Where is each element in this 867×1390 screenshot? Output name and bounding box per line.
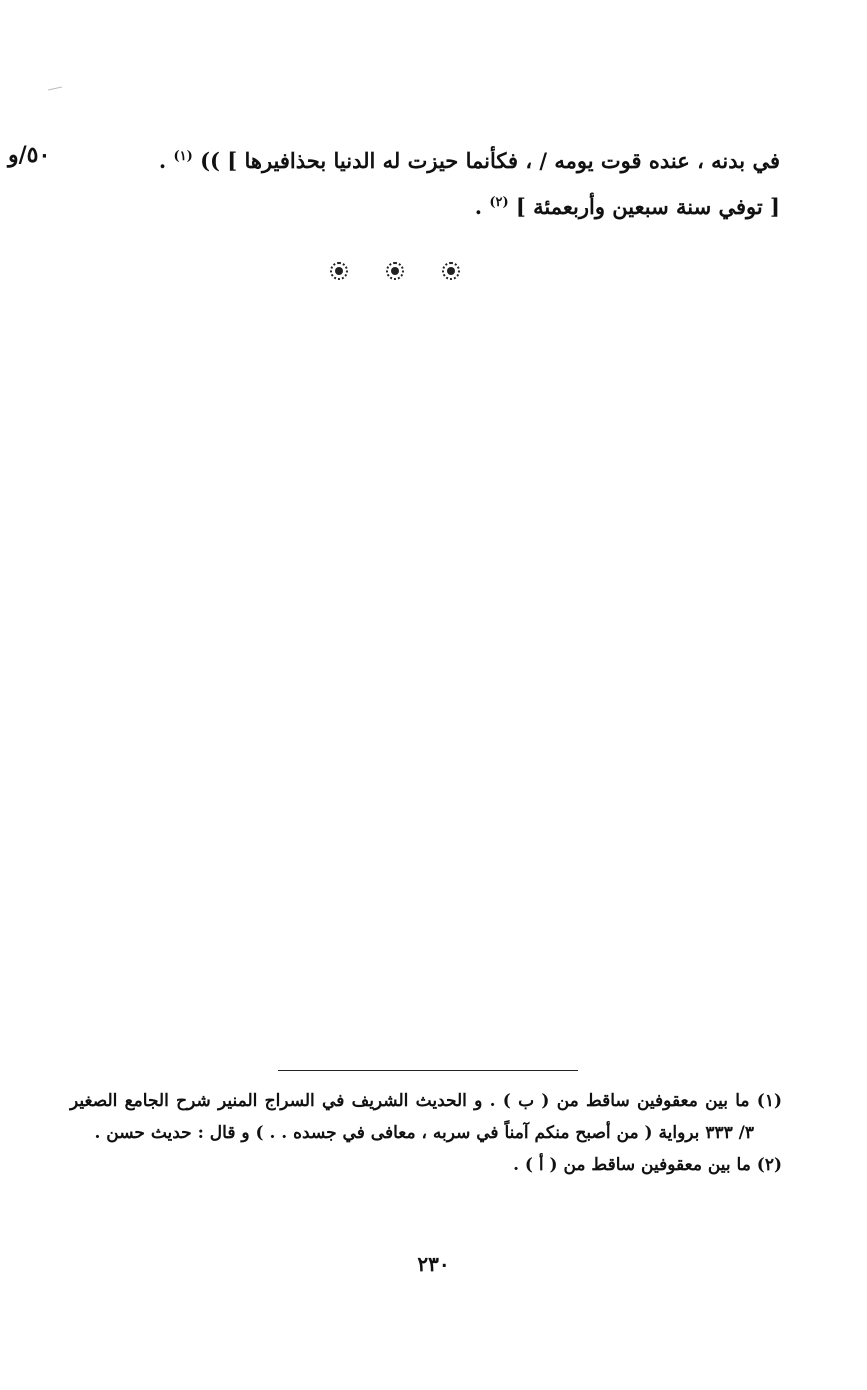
footnote-1-line-2: ٣/ ٣٣٣ برواية ( من أصبح منكم آمناً في سربه ، معافى في جسده . . ) و قال : حديث حسن .: [94, 1123, 754, 1143]
body-text: [150, 138, 780, 230]
body-line-2-text: [ توفي سنة سبعين وأربعمئة ]: [515, 194, 780, 219]
flower-ornament-icon: [330, 262, 348, 280]
manuscript-folio-marker: ٥٠/و: [8, 142, 51, 168]
body-line-2: [150, 184, 780, 230]
footnote-2-line-1: (٢) ما بين معقوفين ساقط من ( أ ) .: [513, 1155, 782, 1175]
flower-ornament-icon: [442, 262, 460, 280]
footnote-1-line-1: (١) ما بين معقوفين ساقط من ( ب ) . و الحديث الشريف في السراج المنير شرح الجامع الصغير: [70, 1091, 782, 1111]
section-divider-ornaments: [330, 262, 460, 280]
flower-ornament-icon: [386, 262, 404, 280]
footnotes: [70, 1085, 782, 1181]
footnote-ref-2[interactable]: (٢): [489, 195, 509, 210]
body-line-1-end: .: [158, 148, 167, 173]
page-number: ٢٣٠: [417, 1252, 450, 1276]
footnote-separator: [278, 1070, 578, 1071]
scan-speck: [48, 87, 62, 91]
body-line-1: [150, 138, 780, 184]
body-line-1-text: في بدنه ، عنده قوت يومه / ، فكأنما حيزت له الدنيا بحذافيرها ] )): [200, 148, 780, 173]
body-line-2-end: .: [474, 194, 482, 219]
footnote-ref-1[interactable]: (١): [173, 149, 193, 164]
